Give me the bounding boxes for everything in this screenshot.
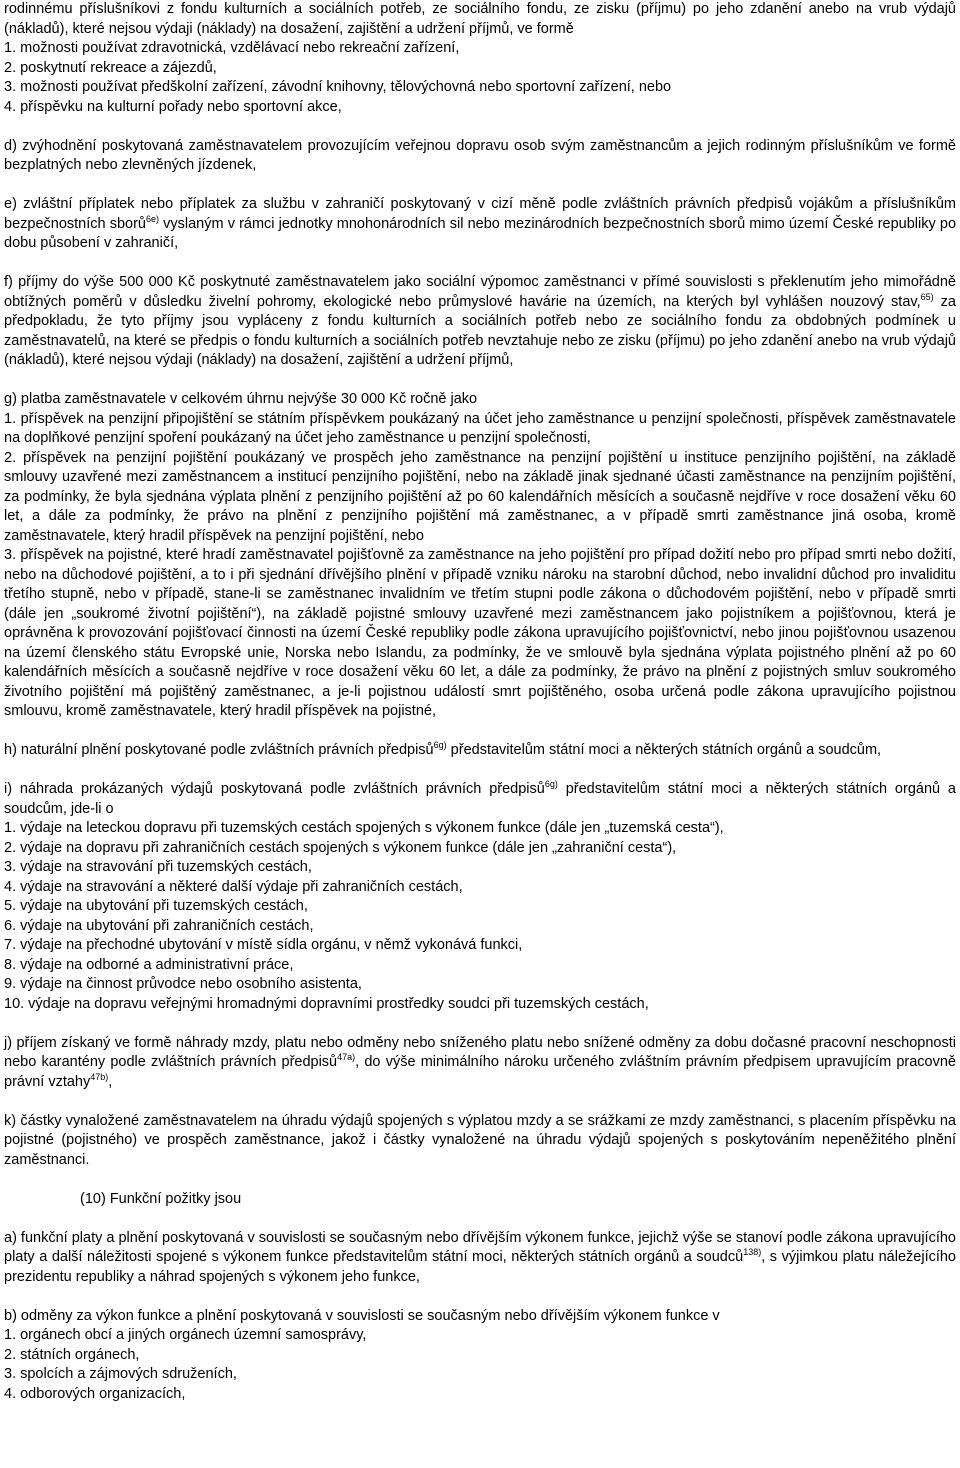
text-segment: představitelům státní moci a některých státních orgánů a soudcům, jde-li o [4, 781, 956, 817]
text-line [4, 1034, 956, 1093]
paragraph-gap [4, 117, 956, 137]
text-segment: 8. výdaje na odborné a administrativní práce, [4, 956, 294, 973]
text-line [4, 995, 956, 1015]
text-segment: 1. možnosti používat zdravotnická, vzdělávací nebo rekreační zařízení, [4, 40, 460, 56]
text-line [4, 78, 956, 98]
text-segment: 3. možnosti používat předškolní zařízení, závodní knihovny, tělovýchovná nebo sportovní zařízení, nebo [4, 79, 672, 95]
paragraph-gap [4, 761, 956, 781]
text-segment: i) náhrada prokázaných výdajů poskytovaná podle zvláštních právních předpisů [4, 781, 545, 797]
text-segment: 3. spolcích a zájmových sdruženích, [4, 1366, 237, 1382]
footnote-ref: 6g) [544, 779, 558, 789]
text-segment: 3. příspěvek na pojistné, které hradí zaměstnavatel pojišťovně za zaměstnance na jeho pojištění pro případ dožití nebo pro případ smrti nebo dožití, nebo na důchodové pojištění, a to i při sjednání dřívějšího plnění v případě vzniku nároku na starobní důchod, nebo invalidní důchod pro invaliditu třetího stupně, nebo v případě, stane-li se zaměstnanec invalidním ve třetím stupni podle zákona o důchodovém pojištění, nebo v případě smrti (dále jen „soukromé životní pojištění“), na základě pojistné smlouvy uzavřené mezi zaměstnancem jako pojistníkem a pojišťovnou, která je oprávněna k provozování pojišťovací činnosti na území České republiky podle zákona upravujícího pojišťovnictví, nebo jinou pojišťovnou usazenou na území členského státu Evropské unie, Norska nebo Islandu, za podmínky, že ve smlouvě byla sjednána výplata pojistného plnění až po 60 kalendářních měsících a současně nejdříve v roce dosažení věku 60 let, a dále za podmínky, že právo na plnění z pojistných smluv soukromého životního pojištění má pojištěný zaměstnanec, a je-li pojistnou událostí smrt pojištěného, osoba určená podle zákona upravujícího pojistnou smlouvu, kromě zaměstnavatele, který hradil příspěvek na pojistné, [4, 547, 956, 719]
text-line [4, 780, 956, 819]
text-line [4, 956, 956, 976]
text-line [4, 839, 956, 859]
text-segment: 2. příspěvek na penzijní pojištění poukázaný ve prospěch jeho zaměstnance na penzijní pojištění u instituce penzijního pojištění, na základě smlouvy uzavřené mezi zaměstnancem a institucí penzijního pojištění, nebo na základě jinak sjednané účasti zaměstnance na penzijním pojištění, za podmínky, že byla sjednána výplata plnění z penzijního pojištění až po 60 kalendářních měsících a současně nejdříve v roce dosažení věku 60 let, a dále za podmínky, že právo na plnění z penzijního pojištění má zaměstnanec, a v případě smrti zaměstnance jiná osoba, kromě zaměstnavatele, který hradil příspěvek na penzijní pojištění, nebo [4, 449, 956, 544]
text-segment: f) příjmy do výše 500 000 Kč poskytnuté zaměstnavatelem jako sociální výpomoc zaměstnanci v přímé souvislosti s překlenutím jeho mimořádně obtížných poměrů v důsledku živelní pohromy, ekologické nebo průmyslové havárie na územích, na kterých byl vyhlášen nouzový stav, [4, 274, 956, 310]
paragraph-gap [4, 1092, 956, 1112]
text-segment: 7. výdaje na přechodné ubytování v místě sídla orgánu, v němž vykonává funkci, [4, 937, 523, 953]
text-segment: 6. výdaje na ubytování při zahraničních cestách, [4, 917, 314, 934]
text-line [4, 936, 956, 956]
para-j [4, 1034, 956, 1093]
para-g [4, 390, 956, 722]
footnote-ref: 6e) [145, 213, 159, 224]
paragraph-gap [4, 1209, 956, 1229]
para-d [4, 137, 956, 176]
paragraph-gap [4, 1287, 956, 1307]
text-line [4, 0, 956, 39]
text-segment: 1. příspěvek na penzijní připojištění se státním příspěvkem poukázaný na účet jeho zaměstnance u penzijní společnosti, příspěvek zaměstnavatele na doplňkové penzijní spoření poukázaný na účet jeho zaměstnance u penzijní společnosti, [4, 410, 956, 446]
text-line [4, 98, 956, 118]
text-line [4, 878, 956, 898]
text-line [4, 897, 956, 917]
text-segment: a) funkční platy a plnění poskytovaná v souvislosti se současným nebo dřívějším výkonem funkce, jejichž výše se stanoví podle zákona upravujícího platy a další náležitosti spojené s výkonem funkce představitelům státní moci, některých státních orgánů a soudců [4, 1229, 956, 1265]
text-line [4, 1365, 956, 1385]
para-k [4, 1112, 956, 1171]
paragraph-gap [4, 254, 956, 274]
text-line [4, 858, 956, 878]
text-line [4, 1385, 956, 1405]
text-segment: (10) Funkční požitky jsou [80, 1190, 242, 1207]
text-segment: e) zvláštní příplatek nebo příplatek za službu v zahraničí poskytovaný v cizí měně podle zvláštních právních předpisů vojákům a příslušníkům bezpečnostních sborů [4, 196, 956, 232]
text-segment: 2. poskytnutí rekreace a zájezdů, [4, 59, 217, 76]
para-h [4, 741, 956, 761]
text-segment: za předpokladu, že tyto příjmy jsou vypláceny z fondu kulturních a sociálních potřeb nebo ze sociálního fondu za obdobných podmínek u zaměstnavatelů, na které se předpis o fondu kulturních a sociálních potřeb nevztahuje nebo ze zisku (příjmu) po jeho zdanění anebo na vrub výdajů (nákladů), které nejsou výdaji (náklady) na dosažení, zajištění a udržení příjmů, [4, 293, 956, 368]
para-10b [4, 1307, 956, 1405]
text-line [4, 1229, 956, 1288]
text-segment: j) příjem získaný ve formě náhrady mzdy, platu nebo odměny nebo sníženého platu nebo snížené odměny za dobu dočasné pracovní neschopnosti nebo karantény podle zvláštních právních předpisů [4, 1034, 956, 1070]
text-segment: 2. výdaje na dopravu při zahraničních cestách spojených s výkonem funkce (dále jen „zahraniční cesta“), [4, 839, 677, 856]
paragraph-gap [4, 722, 956, 742]
footnote-ref: 6g) [433, 740, 447, 750]
text-segment: 4. příspěvku na kulturní pořady nebo sportovní akce, [4, 98, 342, 115]
text-line [4, 741, 956, 761]
footnote-ref: 47a) [337, 1052, 356, 1062]
text-line [4, 819, 956, 839]
top-para [4, 0, 956, 117]
text-segment: d) zvýhodnění poskytovaná zaměstnavatelem provozujícím veřejnou dopravu osob svým zaměstnancům a jejich rodinným příslušníkům ve formě bezplatných nebo zlevněných jízdenek, [4, 137, 956, 173]
text-segment: g) platba zaměstnavatele v celkovém úhrnu nejvýše 30 000 Kč ročně jako [4, 391, 478, 407]
text-line [4, 1346, 956, 1366]
text-line [4, 1326, 956, 1346]
para-i [4, 780, 956, 1014]
text-segment: vyslaným v rámci jednotky mnohonárodních sil nebo mezinárodních bezpečnostních sborů mimo území České republiky po dobu působení v zahraničí, [4, 215, 957, 251]
text-segment: , [108, 1073, 113, 1090]
text-line [4, 195, 956, 254]
text-line [4, 137, 956, 176]
paragraph-gap [4, 1014, 956, 1034]
text-line [4, 975, 956, 995]
footnote-ref: 65) [920, 291, 934, 302]
text-line [80, 1190, 956, 1210]
para-10a [4, 1229, 956, 1288]
para-e [4, 195, 956, 254]
text-line [4, 917, 956, 937]
text-segment: rodinnému příslušníkovi z fondu kulturních a sociálních potřeb, ze sociálního fondu, ze zisku (příjmu) po jeho zdanění anebo na vrub výdajů (nákladů), které nejsou výdaji (náklady) na dosažení, zajištění a udržení příjmů, ve formě [4, 1, 956, 37]
text-segment: 1. orgánech obcí a jiných orgánech územní samosprávy, [4, 1327, 367, 1343]
text-line [4, 546, 956, 722]
footnote-ref: 138) [743, 1247, 762, 1257]
text-line [4, 410, 956, 449]
text-line [4, 390, 956, 410]
text-segment: , s výjimkou platu náležejícího prezidentu republiky a náhrad spojených s výkonem jeho funkce, [4, 1249, 956, 1285]
text-segment: h) naturální plnění poskytované podle zvláštních právních předpisů [4, 742, 434, 758]
text-segment: 1. výdaje na leteckou dopravu při tuzemských cestách spojených s výkonem funkce (dále jen „tuzemská cesta“), [4, 820, 724, 836]
paragraph-gap [4, 1170, 956, 1190]
text-segment: 5. výdaje na ubytování při tuzemských cestách, [4, 898, 308, 914]
para-f [4, 273, 956, 371]
text-line [4, 39, 956, 59]
text-line [4, 449, 956, 547]
section-10 [4, 1190, 956, 1210]
text-segment: 9. výdaje na činnost průvodce nebo osobního asistenta, [4, 976, 362, 992]
text-segment: k) částky vynaložené zaměstnavatelem na úhradu výdajů spojených s výplatou mzdy a se srážkami ze mzdy zaměstnanci, s placením příspěvku na pojistné (pojistného) ve prospěch zaměstnance, jakož i částky vynaložené na úhradu výdajů spojených s poskytováním nepeněžitého plnění zaměstnanci. [4, 1112, 956, 1168]
text-segment: 3. výdaje na stravování při tuzemských cestách, [4, 859, 312, 875]
text-segment: b) odměny za výkon funkce a plnění poskytovaná v souvislosti se současným nebo dřívějším výkonem funkce v [4, 1307, 720, 1324]
text-segment: 4. odborových organizacích, [4, 1385, 186, 1402]
paragraph-gap [4, 176, 956, 196]
text-segment: 4. výdaje na stravování a některé další výdaje při zahraničních cestách, [4, 878, 463, 895]
text-line [4, 273, 956, 371]
footnote-ref: 47b) [90, 1071, 109, 1082]
text-segment: 2. státních orgánech, [4, 1346, 140, 1363]
text-segment: představitelům státní moci a některých státních orgánů a soudcům, [446, 742, 882, 758]
text-line [4, 1307, 956, 1327]
text-line [4, 1112, 956, 1171]
paragraph-gap [4, 371, 956, 391]
text-segment: 10. výdaje na dopravu veřejnými hromadnými dopravními prostředky soudci při tuzemských cestách, [4, 995, 649, 1012]
text-line [4, 59, 956, 79]
text-segment: , do výše minimálního nároku určeného zvláštním právním předpisem upravujícím pracovně právní vztahy [4, 1054, 956, 1090]
